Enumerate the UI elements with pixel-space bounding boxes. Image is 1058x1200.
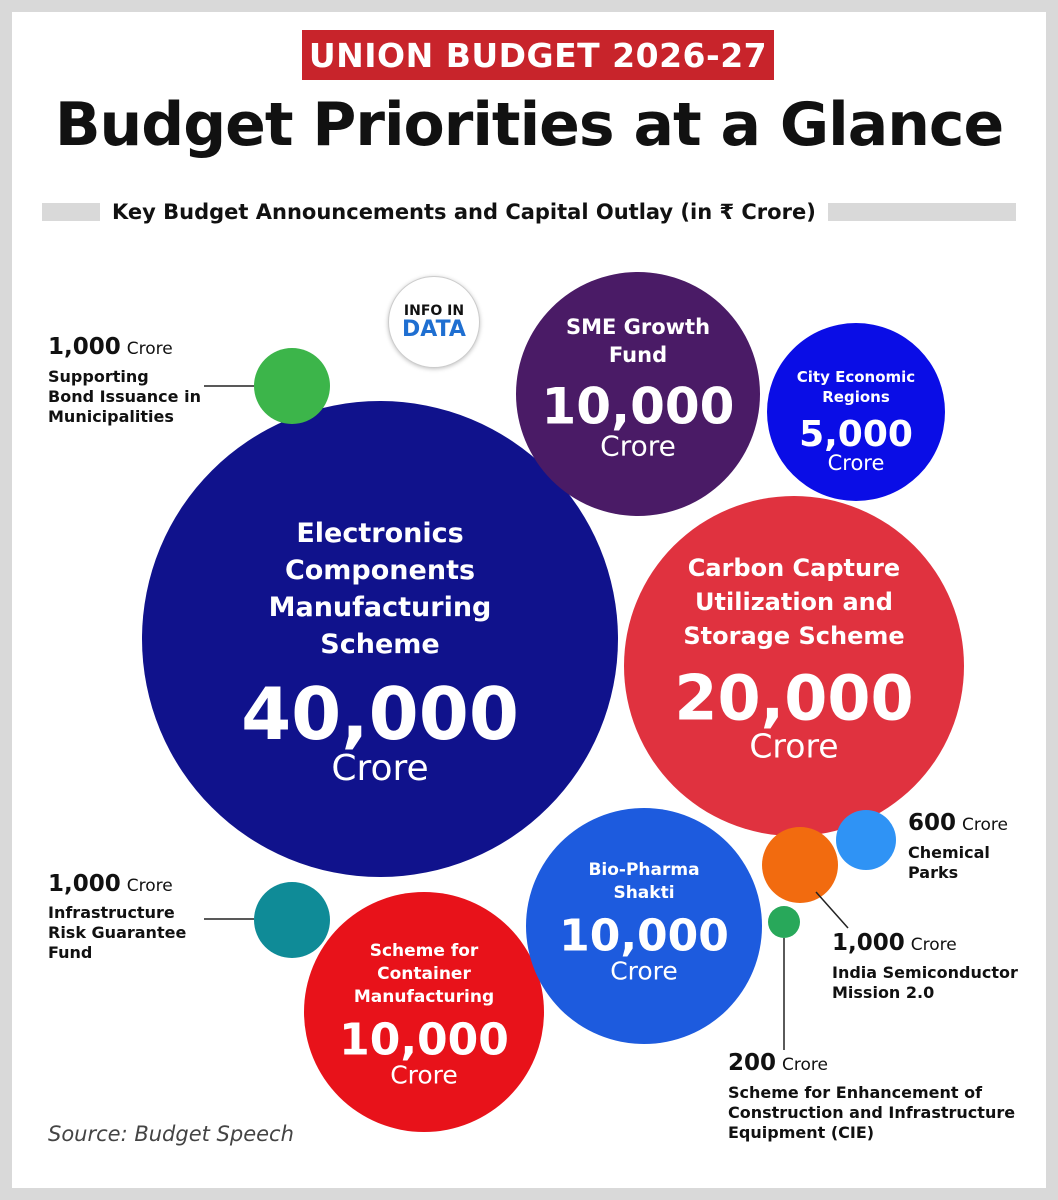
- ext-label-chem: Parks: [908, 863, 959, 882]
- ext-value-chem: [908, 810, 1008, 836]
- bubble-unit-sme: Crore: [600, 429, 676, 463]
- ext-label-semi: India Semiconductor: [832, 963, 1018, 982]
- bubble-value-sme: 10,000: [541, 377, 735, 436]
- bubble-label-container: Manufacturing: [353, 987, 495, 1007]
- bubble-label-city: City Economic: [796, 368, 916, 386]
- bubble-label-container: Scheme for: [369, 941, 479, 961]
- page-title: Budget Priorities at a Glance: [54, 90, 1004, 160]
- ext-value-risk: [48, 871, 173, 897]
- bubble-label-container: Container: [377, 964, 471, 984]
- ext-value-unit-cie: Crore: [782, 1055, 828, 1075]
- bubble-label-city: Regions: [822, 388, 890, 406]
- bubble-label-ccus: Carbon Capture: [687, 554, 901, 582]
- ext-value-unit-bond: Crore: [126, 339, 173, 359]
- ext-value-cie: [728, 1050, 828, 1076]
- ext-value-bond: [48, 334, 173, 360]
- logo-top-text: INFO IN: [403, 303, 465, 319]
- infographic: [12, 12, 1046, 1188]
- bubble-unit-biopharma: Crore: [610, 956, 678, 986]
- ext-label-cie: Scheme for Enhancement of: [728, 1083, 983, 1102]
- ext-label-chem: Chemical: [908, 843, 990, 862]
- bubble-label-ecms: Scheme: [320, 629, 440, 660]
- ext-value-number-bond: 1,000: [48, 334, 121, 360]
- ext-label-risk: Fund: [48, 943, 93, 962]
- ext-value-semi: [832, 930, 957, 956]
- bubble-bond: [254, 348, 330, 424]
- ext-value-number-risk: 1,000: [48, 871, 121, 897]
- ext-label-bond: Supporting: [48, 367, 149, 386]
- subtitle: Key Budget Announcements and Capital Outlay (in ₹ Crore): [112, 200, 816, 224]
- bubble-risk: [254, 882, 330, 958]
- ext-label-risk: Risk Guarantee: [48, 923, 187, 942]
- leader-line-semi: [816, 892, 848, 928]
- ext-value-unit-semi: Crore: [910, 935, 957, 955]
- bubble-value-city: 5,000: [799, 414, 913, 456]
- ext-value-unit-chem: Crore: [962, 815, 1008, 835]
- ext-value-number-semi: 1,000: [832, 930, 905, 956]
- ext-label-bond: Bond Issuance in: [48, 387, 201, 406]
- ext-value-number-cie: 200: [728, 1050, 777, 1076]
- ext-value-unit-risk: Crore: [126, 876, 173, 896]
- bubble-unit-container: Crore: [390, 1060, 458, 1090]
- bubble-cie: [768, 906, 800, 938]
- ext-value-number-chem: 600: [908, 810, 957, 836]
- bubble-label-ecms: Components: [284, 555, 476, 586]
- logo-bottom-text: DATA: [402, 317, 466, 342]
- bubble-unit-ccus: Crore: [749, 726, 839, 766]
- bubble-chem: [836, 810, 896, 870]
- bubble-chart: [12, 12, 1046, 1188]
- bubble-label-biopharma: Shakti: [613, 883, 675, 903]
- bubble-label-ccus: Utilization and: [695, 588, 893, 616]
- banner: UNION BUDGET 2026-27: [302, 30, 774, 80]
- ext-label-cie: Construction and Infrastructure: [728, 1103, 1016, 1122]
- bubble-value-ccus: 20,000: [674, 661, 914, 735]
- bubble-label-biopharma: Bio-Pharma: [588, 860, 700, 880]
- bubble-label-sme: Fund: [608, 343, 668, 367]
- source-note: Source: Budget Speech: [48, 1122, 294, 1146]
- ext-label-risk: Infrastructure: [48, 903, 175, 922]
- ext-label-semi: Mission 2.0: [832, 983, 935, 1002]
- bubble-label-ecms: Manufacturing: [268, 592, 492, 623]
- info-in-data-logo: [388, 276, 480, 368]
- ext-label-bond: Municipalities: [48, 407, 174, 426]
- bubble-label-ecms: Electronics: [296, 518, 464, 549]
- bubble-value-ecms: 40,000: [241, 671, 519, 756]
- bubble-container: [304, 892, 544, 1132]
- bubble-value-container: 10,000: [339, 1014, 509, 1066]
- bubble-unit-ecms: Crore: [331, 748, 429, 790]
- bubble-label-ccus: Storage Scheme: [683, 622, 905, 650]
- bubble-semi: [762, 827, 838, 903]
- ext-label-cie: Equipment (CIE): [728, 1123, 875, 1142]
- bubble-value-biopharma: 10,000: [559, 910, 729, 962]
- bubble-label-sme: SME Growth: [565, 315, 711, 339]
- bubble-unit-city: Crore: [827, 451, 885, 476]
